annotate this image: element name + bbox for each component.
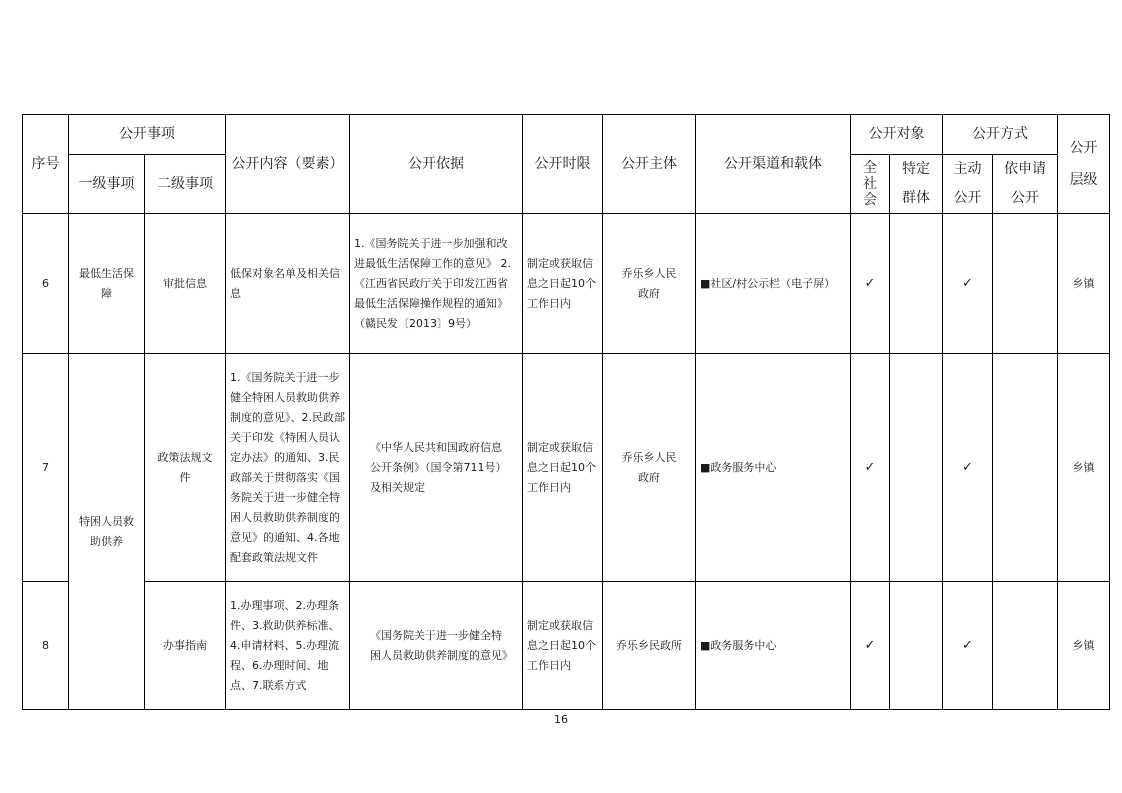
row-subject: 乔乐乡民政所 bbox=[603, 582, 696, 710]
row-level2: 审批信息 bbox=[145, 214, 226, 354]
header-on-request: 依申请公开 bbox=[993, 155, 1058, 214]
row-level1: 最低生活保障 bbox=[69, 214, 145, 354]
row-content: 1.《国务院关于进一步健全特困人员救助供养制度的意见》、2.民政部关于印发《特困人员认定办法》的通知、3.民政部关于贯彻落实《国务院关于进一步健全特困人员救助供养制度的意见》的通知、4.各地配套政策法规文件 bbox=[226, 354, 350, 582]
row-basis: 1.《国务院关于进一步加强和改进最低生活保障工作的意见》 2.《江西省民政厅关于印发江西省最低生活保障操作规程的通知》（赣民发〔2013〕9号） bbox=[350, 214, 523, 354]
row-level2: 办事指南 bbox=[145, 582, 226, 710]
row-level: 乡镇 bbox=[1058, 354, 1110, 582]
header-channel: 公开渠道和载体 bbox=[696, 115, 851, 214]
row-basis: 《国务院关于进一步健全特困人员救助供养制度的意见》 bbox=[350, 582, 523, 710]
row-channel: ■社区/村公示栏（电子屏） bbox=[696, 214, 851, 354]
header-active: 主动公开 bbox=[943, 155, 993, 214]
header-seq: 序号 bbox=[23, 115, 69, 214]
header-level: 公开层级 bbox=[1058, 115, 1110, 214]
row-content: 低保对象名单及相关信息 bbox=[226, 214, 350, 354]
header-time-limit: 公开时限 bbox=[523, 115, 603, 214]
row-level: 乡镇 bbox=[1058, 582, 1110, 710]
row-channel: ■政务服务中心 bbox=[696, 582, 851, 710]
row-all-society-check: ✓ bbox=[851, 214, 890, 354]
header-basis: 公开依据 bbox=[350, 115, 523, 214]
row-subject: 乔乐乡人民政府 bbox=[603, 214, 696, 354]
row-all-society-check: ✓ bbox=[851, 582, 890, 710]
row-time-limit: 制定或获取信息之日起10个工作日内 bbox=[523, 354, 603, 582]
table-row bbox=[23, 354, 1110, 582]
row-on-request bbox=[993, 354, 1058, 582]
page-number: 16 bbox=[554, 713, 568, 726]
header-items: 公开事项 bbox=[69, 115, 226, 155]
row-level: 乡镇 bbox=[1058, 214, 1110, 354]
header-method: 公开方式 bbox=[943, 115, 1058, 155]
header-specific-group: 特定群体 bbox=[890, 155, 943, 214]
header-target: 公开对象 bbox=[851, 115, 943, 155]
row-seq: 6 bbox=[23, 214, 69, 354]
header-row-1 bbox=[23, 115, 1110, 155]
table-row bbox=[23, 214, 1110, 354]
disclosure-table bbox=[22, 114, 1110, 710]
row-basis: 《中华人民共和国政府信息公开条例》（国令第711号）及相关规定 bbox=[350, 354, 523, 582]
row-specific-group bbox=[890, 582, 943, 710]
row-level2: 政策法规文件 bbox=[145, 354, 226, 582]
header-level1: 一级事项 bbox=[69, 155, 145, 214]
row-subject: 乔乐乡人民政府 bbox=[603, 354, 696, 582]
header-all-society: 全社会 bbox=[851, 155, 890, 214]
row-time-limit: 制定或获取信息之日起10个工作日内 bbox=[523, 214, 603, 354]
row-channel: ■政务服务中心 bbox=[696, 354, 851, 582]
row-specific-group bbox=[890, 354, 943, 582]
row-active-check: ✓ bbox=[943, 354, 993, 582]
row-specific-group bbox=[890, 214, 943, 354]
row-time-limit: 制定或获取信息之日起10个工作日内 bbox=[523, 582, 603, 710]
row-all-society-check: ✓ bbox=[851, 354, 890, 582]
table-row bbox=[23, 582, 1110, 710]
row-seq: 8 bbox=[23, 582, 69, 710]
header-level2: 二级事项 bbox=[145, 155, 226, 214]
row-level1: 特困人员救助供养 bbox=[69, 354, 145, 710]
row-active-check: ✓ bbox=[943, 582, 993, 710]
row-active-check: ✓ bbox=[943, 214, 993, 354]
header-content: 公开内容（要素） bbox=[226, 115, 350, 214]
header-subject: 公开主体 bbox=[603, 115, 696, 214]
row-on-request bbox=[993, 214, 1058, 354]
row-seq: 7 bbox=[23, 354, 69, 582]
row-on-request bbox=[993, 582, 1058, 710]
row-content: 1.办理事项、2.办理条件、3.救助供养标准、4.申请材料、5.办理流程、6.办理时间、地点、7.联系方式 bbox=[226, 582, 350, 710]
